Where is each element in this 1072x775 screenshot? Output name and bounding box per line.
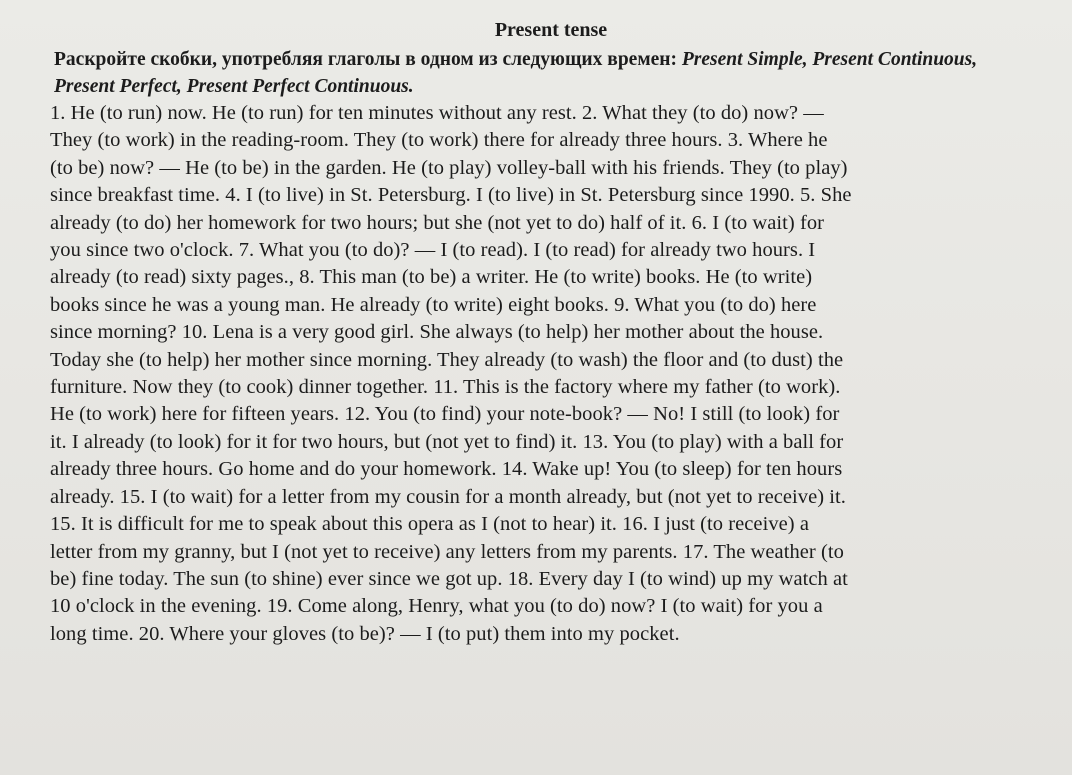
exercise-line: already. 15. I (to wait) for a letter from my cousin for a month already, but (not yet to receive) it. bbox=[50, 485, 846, 508]
exercise-line: 1. He (to run) now. He (to run) for ten minutes without any rest. 2. What they (to do) now? — bbox=[50, 102, 824, 124]
exercise-line: books since he was a young man. He already (to write) eight books. 9. What you (to do) here bbox=[50, 293, 817, 316]
exercise-line: He (to work) here for fifteen years. 12. You (to find) your note-book? — No! I still (to look) for bbox=[50, 403, 840, 426]
exercise-line: furniture. Now they (to cook) dinner together. 11. This is the factory where my father (to work). bbox=[50, 376, 841, 399]
instruction-lead: Раскройте скобки, употребляя глаголы в одном из следующих времен: bbox=[54, 49, 682, 70]
exercise-line: since breakfast time. 4. I (to live) in St. Petersburg. I (to live) in St. Petersburg since 1990. 5. She bbox=[50, 184, 852, 207]
exercise-line: (to be) now? — He (to be) in the garden. He (to play) volley-ball with his friends. They (to play) bbox=[50, 156, 848, 179]
exercise-line: long time. 20. Where your gloves (to be)? — I (to put) them into my pocket. bbox=[50, 622, 680, 645]
exercise-text bbox=[50, 100, 995, 648]
instruction-tenses: Present Simple, Present Continuous, Present Perfect, Present Perfect Continuous. bbox=[54, 49, 978, 97]
exercise-line: letter from my granny, but I (not yet to receive) any letters from my parents. 17. The weather (to bbox=[50, 540, 844, 563]
document-title: Present tense bbox=[494, 19, 608, 41]
exercise-line: They (to work) in the reading-room. They (to work) there for already three hours. 3. Where he bbox=[50, 129, 828, 152]
exercise-line: it. I already (to look) for it for two hours, but (not yet to find) it. 13. You (to play) with a ball for bbox=[50, 430, 844, 453]
exercise-line: be) fine today. The sun (to shine) ever since we got up. 18. Every day I (to wind) up my watch at bbox=[50, 567, 848, 590]
exercise-line: already (to do) her homework for two hours; but she (not yet to do) half of it. 6. I (to wait) for bbox=[50, 211, 825, 234]
exercise-line: since morning? 10. Lena is a very good girl. She always (to help) her mother about the house. bbox=[50, 321, 824, 344]
instruction-paragraph bbox=[54, 46, 1004, 100]
exercise-line: Today she (to help) her mother since morning. They already (to wash) the floor and (to dust) the bbox=[50, 348, 844, 371]
exercise-line: you since two o'clock. 7. What you (to do)? — I (to read). I (to read) for already two hours. I bbox=[50, 239, 816, 262]
exercise-line: 10 o'clock in the evening. 19. Come along, Henry, what you (to do) now? I (to wait) for you a bbox=[50, 595, 823, 618]
exercise-line: already three hours. Go home and do your homework. 14. Wake up! You (to sleep) for ten hours bbox=[50, 458, 843, 481]
exercise-line: already (to read) sixty pages., 8. This man (to be) a writer. He (to write) books. He (to write) bbox=[50, 266, 813, 289]
exercise-line: 15. It is difficult for me to speak about this opera as I (not to hear) it. 16. I just (to receive) a bbox=[50, 513, 809, 536]
